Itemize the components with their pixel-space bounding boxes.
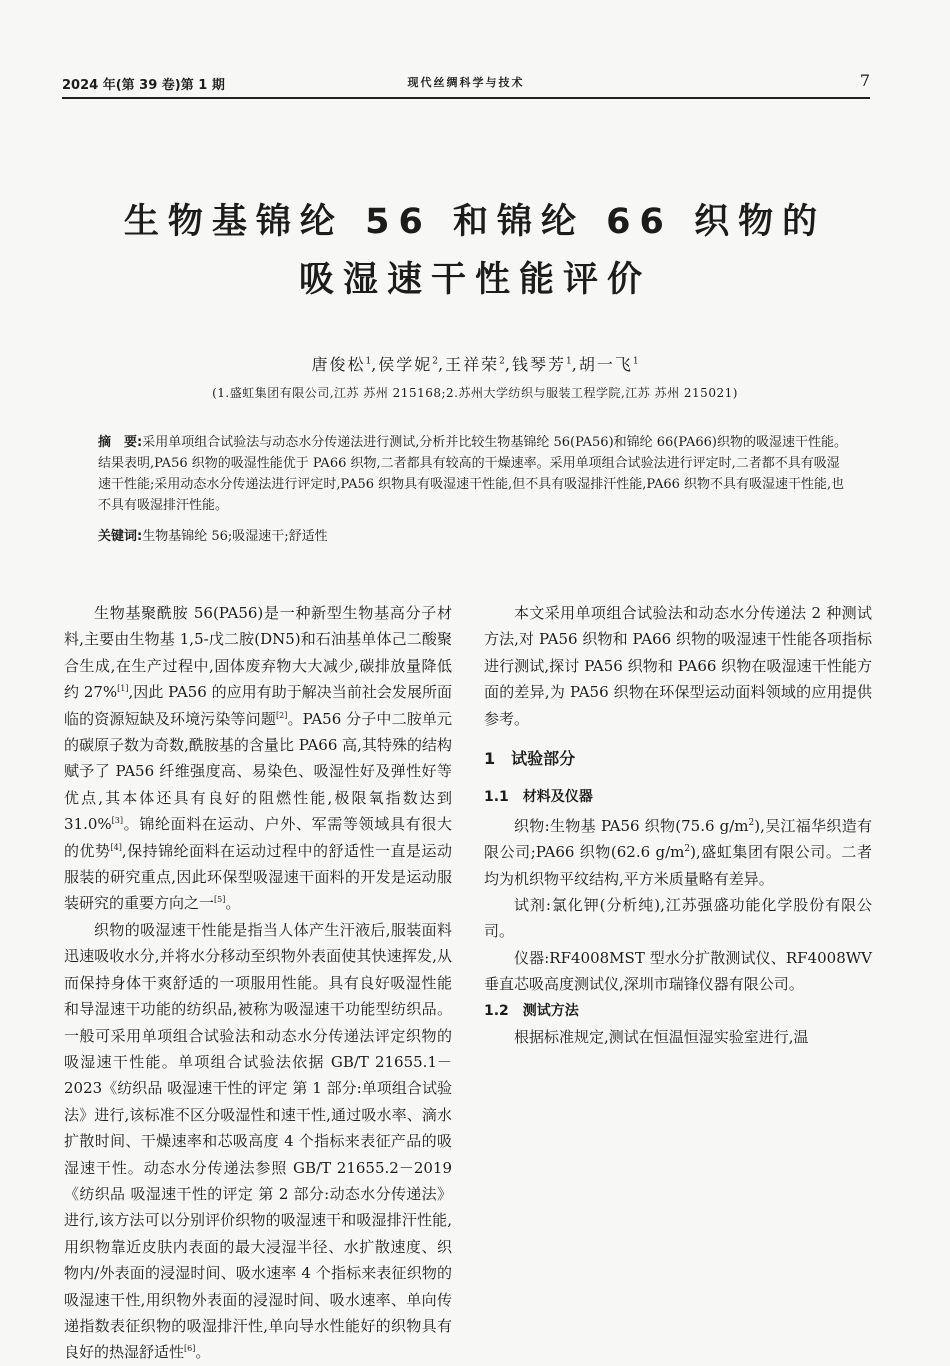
citation[interactable]: [1]	[117, 684, 129, 694]
issue-info: 2024 年(第 39 卷)第 1 期	[62, 78, 225, 93]
citation[interactable]: [2]	[275, 710, 288, 720]
text-run: ),盛虹集团有限公司。二者均为机织物平纹结构,平方米质量略有差异。	[484, 843, 872, 888]
citation[interactable]: [6]	[184, 1344, 196, 1354]
paper-title-line-1: 生物基锦纶 56 和锦纶 66 织物的	[123, 202, 827, 242]
abstract-label: 摘 要:	[98, 435, 143, 450]
text-run: 织物的吸湿速干性能是指当人体产生汗液后,服装面料迅速吸收水分,并将水分移动至织物外表面使其快速挥发,从而保持身体干爽舒适的一项服用性能。具有良好吸湿性能和导湿速干功能的纺织品,被称为吸湿速干功能型纺织品。一般可采用单项组合试验法和动态水分传递法评定织物的吸湿速干性能。单项组合试验法依据 GB/T 21655.1－2023《纺织品 吸湿速干性的评定 第 1 部分:单项组合试验法》进行,该标准不区分吸湿性和速干性,通过吸水率、滴水扩散时间、干燥速率和芯吸高度 4 个指标来表征产品的吸湿速干性。动态水分传递法参照 GB/T 21655.2－2019《纺织品 吸湿速干性的评定 第 2 部分:动态水分传递法》进行,该方法可以分别评价织物的吸湿速干和吸湿排汗性能,用织物靠近皮肤内表面的最大浸湿半径、水扩散速度、织物内/外表面的浸湿时间、吸水速率 4 个指标来表征织物的吸湿速干性,用织物外表面的浸湿时间、吸水速率、单向传递指数表征织物的吸湿排汗性,单向导水性能好的织物具有良好的热湿舒适性	[64, 920, 452, 1362]
text-run: ,保持锦纶面料在运动过程中的舒适性一直是运动服装的研究重点,因此环保型吸湿速干面料的开发是运动服装研究的重要方向之一	[64, 841, 452, 913]
left-column	[64, 600, 452, 1366]
intro-paragraph-3: 本文采用单项组合试验法和动态水分传递法 2 种测试方法,对 PA56 织物和 PA66 织物的吸湿速干性能各项指标进行测试,探讨 PA56 织物和 PA66 织物在吸湿速干性能方面的差异,为 PA56 织物在环保型运动面料领域的应用提供参考。	[484, 604, 872, 728]
method-paragraph: 根据标准规定,测试在恒温恒湿实验室进行,温	[514, 1028, 809, 1047]
right-column	[484, 600, 872, 1051]
intro-paragraph-1	[64, 600, 452, 917]
text-run: ,因此 PA56 的应用有助于解决当前社会发展所面临的资源短缺及环境污染等问题	[64, 683, 452, 728]
materials-reagent: 试剂:氯化钾(分析纯),江苏强盛功能化学股份有限公司。	[484, 896, 872, 941]
text-run: 。	[225, 894, 241, 913]
superscript: 2	[684, 844, 691, 855]
text-run: 。	[195, 1343, 211, 1362]
author-name: 唐俊松	[311, 355, 366, 374]
author-list: 唐俊松$^1$,侯学妮$^2$,王祥荣$^2$,钱琴芳$^1$,胡一飞$^1$	[311, 355, 639, 374]
abstract-text: 采用单项组合试验法与动态水分传递法进行测试,分析并比较生物基锦纶 56(PA56)和锦纶 66(PA66)织物的吸湿速干性能。结果表明,PA56 织物的吸湿性能优于 PA66 织物,二者都具有较高的干燥速率。采用单项组合试验法进行评定时,二者都不具有吸湿速干性能;采用动态水分传递法进行评定时,PA56 织物具有吸湿速干性能,但不具有吸湿排汗性能,PA66 织物不具有吸湿速干性能,也不具有吸湿排汗性能。	[98, 435, 847, 513]
keywords-label: 关键词:	[98, 529, 143, 544]
text-run: 。锦纶面料在运动、户外、军需等领域具有很大的优势	[64, 815, 452, 860]
text-run: 织物:生物基 PA56 织物(75.6 g/m	[514, 816, 749, 835]
intro-paragraph-2	[64, 917, 452, 1366]
author-affiliation-mark: 1	[565, 356, 572, 367]
header-rule	[62, 97, 870, 99]
author-name: 王祥荣	[445, 355, 500, 374]
author-affiliation-mark: 1	[632, 356, 639, 367]
author-affiliation-mark: 2	[499, 356, 505, 367]
citation[interactable]: [4]	[110, 842, 122, 852]
author-name: 钱琴芳	[511, 355, 566, 374]
keywords	[98, 526, 848, 547]
superscript: 2	[748, 817, 755, 828]
section-heading-1: 1 试验部分	[484, 749, 576, 769]
author-affiliation-mark: 2	[432, 356, 439, 367]
page-number: 7	[859, 71, 870, 90]
text-run: 生物基聚酰胺 56(PA56)是一种新型生物基高分子材料,主要由生物基 1,5-戊二胺(DN5)和石油基单体己二酸聚合生成,在生产过程中,固体废弃物大大减少,碳排放量降低约 27%	[64, 604, 452, 702]
subsection-heading-1-1: 1.1 材料及仪器	[484, 789, 593, 806]
citation[interactable]: [5]	[214, 895, 226, 905]
paper-title-line-2: 吸湿速干性能评价	[298, 260, 651, 300]
text-run: 。PA56 分子中二胺单元的碳原子数为奇数,酰胺基的含量比 PA66 高,其特殊的结构赋予了 PA56 纤维强度高、易染色、吸湿性好及弹性好等优点,其本体还具有良好的阻燃性能,极限氧指数达到 31.0%	[64, 709, 452, 834]
author-affiliation-mark: 1	[365, 356, 372, 367]
abstract	[98, 432, 848, 516]
journal-name: 现代丝绸科学与技术	[407, 76, 525, 89]
subsection-heading-1-2: 1.2 测试方法	[484, 1002, 579, 1019]
author-name: 侯学妮	[378, 355, 433, 374]
materials-instrument: 仪器:RF4008MST 型水分扩散测试仪、RF4008WV 垂直芯吸高度测试仪,深圳市瑞锋仪器有限公司。	[484, 948, 872, 994]
materials-fabric	[484, 813, 872, 892]
running-header	[62, 71, 870, 96]
affiliations: (1.盛虹集团有限公司,江苏 苏州 215168;2.苏州大学纺织与服装工程学院,江苏 苏州 215021)	[212, 386, 738, 400]
keywords-text: 生物基锦纶 56;吸湿速干;舒适性	[142, 529, 328, 544]
citation[interactable]: [3]	[111, 816, 123, 826]
text-run: ),吴江福华织造有限公司;PA66 织物(62.6 g/m	[484, 816, 873, 862]
author-name: 胡一飞	[578, 355, 633, 374]
